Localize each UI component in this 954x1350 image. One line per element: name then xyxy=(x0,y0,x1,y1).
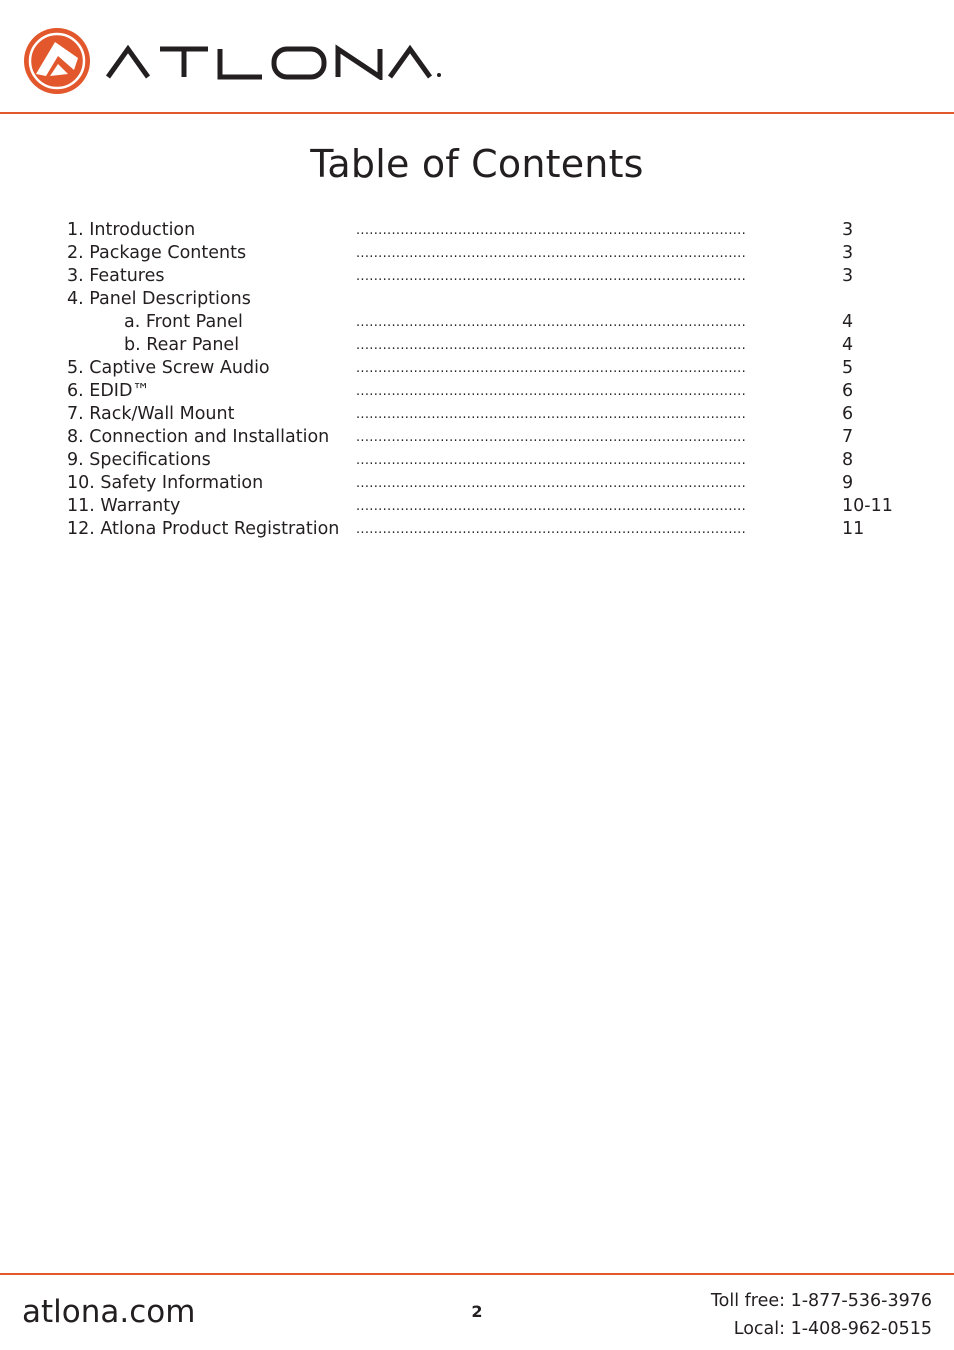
toc-entry-label: 6. EDID™ xyxy=(67,381,150,401)
toc-entry-leader: ........................................................................................ xyxy=(356,522,747,537)
toc-entry-leader: ........................................................................................ xyxy=(356,246,747,261)
toc-entry-page: 11 xyxy=(842,519,865,539)
toc-entry-leader: ........................................................................................ xyxy=(356,430,747,445)
toc-entry-label: 3. Features xyxy=(67,266,165,286)
toc-entry-label: b. Rear Panel xyxy=(124,335,240,355)
toc-entry-label: 4. Panel Descriptions xyxy=(67,289,251,309)
toc-entry[interactable] xyxy=(67,472,927,495)
toc-entry-page: 6 xyxy=(842,381,854,401)
toc-entry-leader: ........................................................................................ xyxy=(356,269,747,284)
toc-entry-leader: ........................................................................................ xyxy=(356,338,747,353)
toc-entry-page: 9 xyxy=(842,473,854,493)
toc-entry-page: 10-11 xyxy=(842,496,893,516)
toc-entry-page: 3 xyxy=(842,243,854,263)
toc-entry-label: 7. Rack/Wall Mount xyxy=(67,404,235,424)
toc-entry[interactable] xyxy=(67,449,927,472)
toc-entry-page: 8 xyxy=(842,450,854,470)
toc-entry-label: 9. Specifications xyxy=(67,450,211,470)
toll-free-number: Toll free: 1-877-536-3976 xyxy=(710,1291,932,1311)
toc-entry[interactable] xyxy=(67,357,927,380)
header-divider xyxy=(0,112,954,114)
toc-entry-label: 12. Atlona Product Registration xyxy=(67,519,340,539)
page-header xyxy=(0,0,954,112)
toc-entry-leader: ........................................................................................ xyxy=(356,384,747,399)
toc-entry-label: 8. Connection and Installation xyxy=(67,427,330,447)
toc-entry-page: 3 xyxy=(842,220,854,240)
toc-entry-label: 1. Introduction xyxy=(67,220,196,240)
toc-entry-page: 6 xyxy=(842,404,854,424)
page-number: 2 xyxy=(471,1302,483,1321)
toc-entry[interactable] xyxy=(67,426,927,449)
toc-entry-leader: ........................................................................................ xyxy=(356,453,747,468)
toc-entry-page: 4 xyxy=(842,312,854,332)
toc-entry-leader: ........................................................................................ xyxy=(356,223,747,238)
toc-entry-leader: ........................................................................................ xyxy=(356,361,747,376)
toc-entry-page: 4 xyxy=(842,335,854,355)
toc-entry-label: 5. Captive Screw Audio xyxy=(67,358,270,378)
page-title: Table of Contents xyxy=(310,142,644,186)
toc-entry[interactable] xyxy=(67,219,927,242)
toc-entry[interactable] xyxy=(67,518,927,541)
toc-entry-page: 5 xyxy=(842,358,854,378)
toc-entry[interactable] xyxy=(67,242,927,265)
atlona-logo-icon xyxy=(22,26,92,96)
toc-entry-page: 7 xyxy=(842,427,854,447)
toc-entry-label: a. Front Panel xyxy=(124,312,243,332)
toc-entry[interactable] xyxy=(67,334,927,357)
toc-entry[interactable] xyxy=(67,311,927,334)
atlona-wordmark xyxy=(104,44,444,80)
toc-entry-label: 2. Package Contents xyxy=(67,243,247,263)
toc-entry[interactable] xyxy=(67,380,927,403)
toc-entry-label: 11. Warranty xyxy=(67,496,181,516)
toc-entry[interactable] xyxy=(67,403,927,426)
toc-entry-leader: ........................................................................................ xyxy=(356,407,747,422)
toc-entry-leader: ........................................................................................ xyxy=(356,476,747,491)
website-link[interactable]: atlona.com xyxy=(22,1294,196,1330)
toc-entry[interactable] xyxy=(67,495,927,518)
toc-entry[interactable] xyxy=(67,265,927,288)
footer-divider xyxy=(0,1273,954,1275)
toc-entry-page: 3 xyxy=(842,266,854,286)
toc-entry-leader: ........................................................................................ xyxy=(356,315,747,330)
local-number: Local: 1-408-962-0515 xyxy=(733,1319,932,1339)
toc-entry-leader: ........................................................................................ xyxy=(356,499,747,514)
table-of-contents xyxy=(67,219,927,541)
contact-info xyxy=(711,1287,932,1343)
toc-entry[interactable] xyxy=(67,288,927,311)
toc-entry-label: 10. Safety Information xyxy=(67,473,264,493)
